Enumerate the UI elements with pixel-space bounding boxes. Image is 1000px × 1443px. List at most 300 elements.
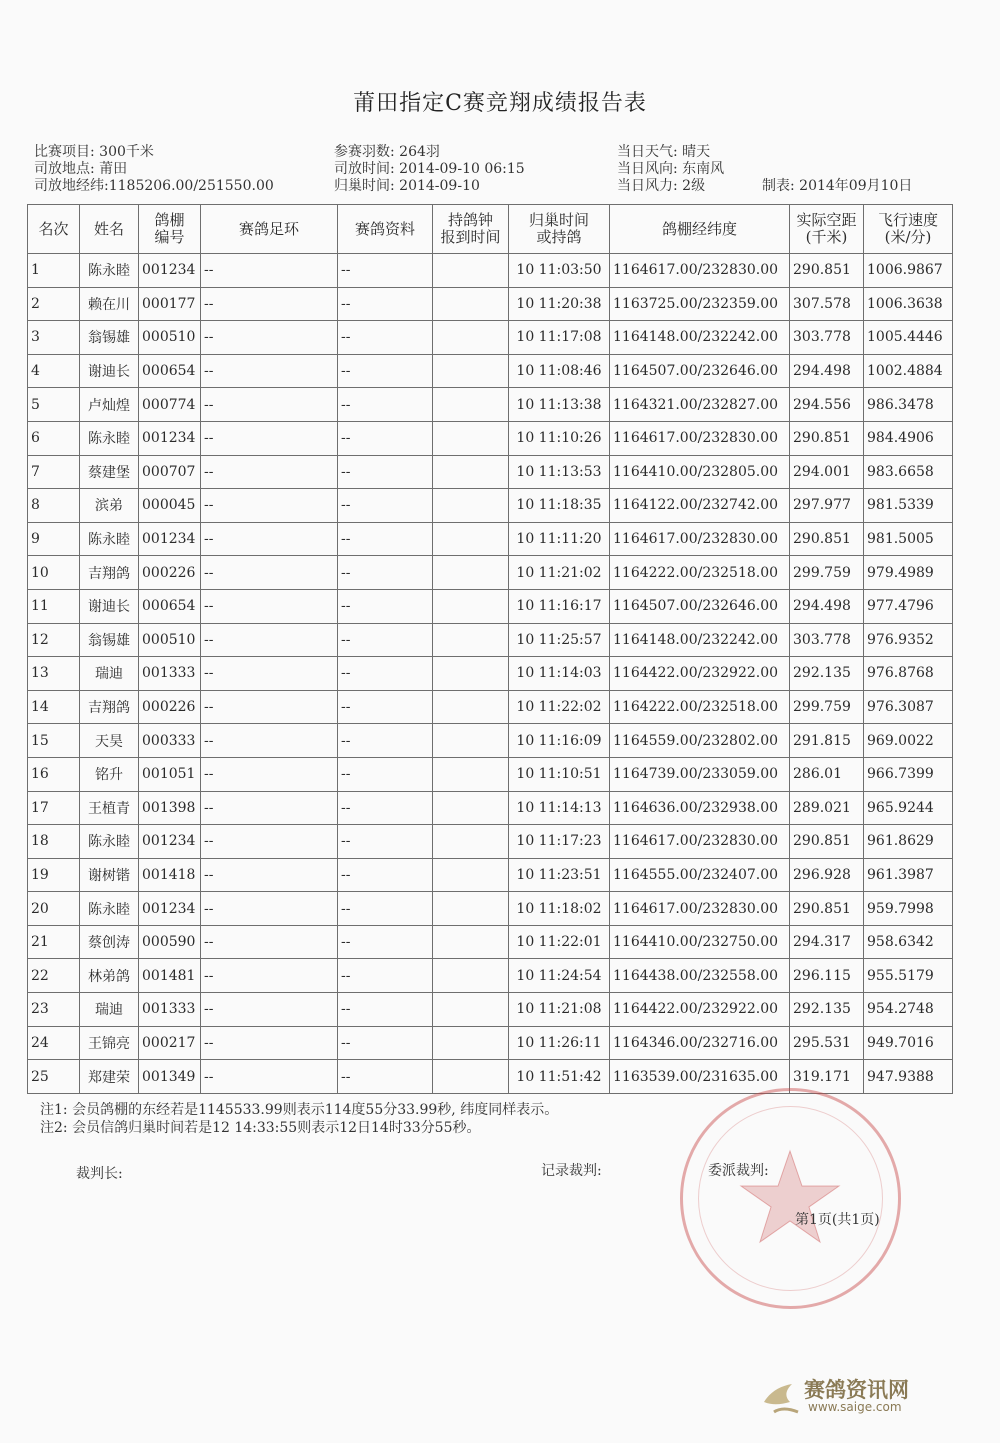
cell-loft-id: 001234 (139, 825, 201, 859)
column-header-line: 持鸽钟 (447, 211, 493, 229)
cell-return-time: 10 11:17:23 (509, 825, 610, 859)
cell-coords: 1164507.00/232646.00 (610, 589, 790, 623)
cell-clock-time (433, 757, 509, 791)
cell-speed: 966.7399 (864, 757, 953, 791)
cell-info: -- (338, 791, 433, 825)
column-header-line: (千米) (805, 228, 848, 246)
cell-distance: 319.171 (790, 1060, 864, 1094)
cell-ring: -- (201, 925, 338, 959)
meta-mid-block (334, 144, 525, 195)
assigned-judge-label: 委派裁判: (708, 1163, 769, 1179)
cell-distance: 294.317 (790, 925, 864, 959)
cell-rank: 20 (28, 892, 80, 926)
cell-ring: -- (201, 455, 338, 489)
cell-distance: 303.778 (790, 321, 864, 355)
report-title: 莆田指定C赛竞翔成绩报告表 (353, 91, 647, 116)
cell-clock-time (433, 623, 509, 657)
official-seal (680, 1088, 901, 1309)
cell-name: 瑞迪 (80, 993, 139, 1027)
table-row (28, 892, 953, 926)
cell-ring: -- (201, 724, 338, 758)
table-row (28, 1026, 953, 1060)
cell-speed: 961.3987 (864, 858, 953, 892)
cell-ring: -- (201, 354, 338, 388)
meta-entry-count: 参赛羽数: 264羽 (334, 144, 440, 160)
table-row (28, 522, 953, 556)
cell-name: 翁锡雄 (80, 321, 139, 355)
cell-ring: -- (201, 489, 338, 523)
table-row (28, 925, 953, 959)
meta-weather: 当日天气: 晴天 (617, 144, 711, 160)
table-row (28, 690, 953, 724)
cell-speed: 1005.4446 (864, 321, 953, 355)
cell-return-time: 10 11:11:20 (509, 522, 610, 556)
cell-coords: 1164617.00/232830.00 (610, 825, 790, 859)
cell-coords: 1164148.00/232242.00 (610, 321, 790, 355)
cell-coords: 1164410.00/232750.00 (610, 925, 790, 959)
column-header (864, 205, 953, 254)
cell-coords: 1164222.00/232518.00 (610, 556, 790, 590)
column-header-line: 赛鸽足环 (238, 219, 299, 238)
cell-loft-id: 001418 (139, 858, 201, 892)
cell-ring: -- (201, 589, 338, 623)
cell-coords: 1164507.00/232646.00 (610, 354, 790, 388)
cell-loft-id: 000510 (139, 623, 201, 657)
cell-info: -- (338, 892, 433, 926)
cell-loft-id: 000045 (139, 489, 201, 523)
cell-info: -- (338, 489, 433, 523)
cell-ring: -- (201, 321, 338, 355)
cell-loft-id: 000774 (139, 388, 201, 422)
cell-coords: 1164438.00/232558.00 (610, 959, 790, 993)
cell-return-time: 10 11:10:26 (509, 421, 610, 455)
cell-info: -- (338, 757, 433, 791)
cell-clock-time (433, 825, 509, 859)
cell-speed: 986.3478 (864, 388, 953, 422)
cell-rank: 9 (28, 522, 80, 556)
table-row (28, 321, 953, 355)
cell-name: 吉翔鸽 (80, 556, 139, 590)
table-row (28, 254, 953, 288)
cell-speed: 965.9244 (864, 791, 953, 825)
cell-coords: 1164346.00/232716.00 (610, 1026, 790, 1060)
cell-info: -- (338, 690, 433, 724)
cell-coords: 1164617.00/232830.00 (610, 421, 790, 455)
cell-distance: 291.815 (790, 724, 864, 758)
cell-clock-time (433, 455, 509, 489)
cell-distance: 290.851 (790, 892, 864, 926)
cell-ring: -- (201, 825, 338, 859)
meta-left-block (34, 144, 274, 195)
table-row (28, 858, 953, 892)
column-header-line: 或持鸽 (536, 228, 582, 246)
cell-return-time: 10 11:21:08 (509, 993, 610, 1027)
cell-rank: 24 (28, 1026, 80, 1060)
cell-name: 蔡建堡 (80, 455, 139, 489)
cell-rank: 14 (28, 690, 80, 724)
cell-name: 林弟鸽 (80, 959, 139, 993)
cell-ring: -- (201, 421, 338, 455)
cell-clock-time (433, 791, 509, 825)
cell-coords: 1164559.00/232802.00 (610, 724, 790, 758)
cell-clock-time (433, 993, 509, 1027)
cell-rank: 15 (28, 724, 80, 758)
cell-distance: 289.021 (790, 791, 864, 825)
cell-info: -- (338, 254, 433, 288)
cell-return-time: 10 11:25:57 (509, 623, 610, 657)
watermark-text: 赛鸽资讯网 (804, 1378, 909, 1402)
table-row (28, 556, 953, 590)
cell-rank: 16 (28, 757, 80, 791)
cell-name: 天昊 (80, 724, 139, 758)
cell-rank: 18 (28, 825, 80, 859)
cell-speed: 954.2748 (864, 993, 953, 1027)
cell-coords: 1164422.00/232922.00 (610, 657, 790, 691)
cell-speed: 959.7998 (864, 892, 953, 926)
cell-name: 陈永睦 (80, 522, 139, 556)
cell-clock-time (433, 556, 509, 590)
cell-ring: -- (201, 791, 338, 825)
table-header-row (28, 205, 953, 254)
cell-name: 铭升 (80, 757, 139, 791)
cell-ring: -- (201, 254, 338, 288)
cell-speed: 977.4796 (864, 589, 953, 623)
cell-return-time: 10 11:14:03 (509, 657, 610, 691)
cell-distance: 307.578 (790, 287, 864, 321)
cell-rank: 6 (28, 421, 80, 455)
seal-star-icon (683, 1091, 898, 1306)
cell-info: -- (338, 522, 433, 556)
cell-info: -- (338, 388, 433, 422)
cell-speed: 976.8768 (864, 657, 953, 691)
cell-distance: 295.531 (790, 1026, 864, 1060)
cell-speed: 955.5179 (864, 959, 953, 993)
cell-ring: -- (201, 858, 338, 892)
column-header-line: 报到时间 (440, 228, 501, 246)
cell-rank: 3 (28, 321, 80, 355)
cell-clock-time (433, 724, 509, 758)
cell-name: 王锦亮 (80, 1026, 139, 1060)
cell-distance: 296.928 (790, 858, 864, 892)
cell-info: -- (338, 1026, 433, 1060)
chief-judge-label: 裁判长: (76, 1166, 123, 1182)
column-header-line: 赛鸽资料 (354, 219, 415, 238)
column-header-line: 姓名 (93, 219, 124, 238)
table-row (28, 421, 953, 455)
cell-name: 谢树锴 (80, 858, 139, 892)
cell-ring: -- (201, 388, 338, 422)
column-header (28, 205, 80, 254)
record-judge-label: 记录裁判: (541, 1163, 602, 1179)
cell-coords: 1163725.00/232359.00 (610, 287, 790, 321)
column-header-line: (米/分) (884, 228, 932, 246)
cell-clock-time (433, 254, 509, 288)
column-header (610, 205, 790, 254)
cell-info: -- (338, 354, 433, 388)
cell-coords: 1164617.00/232830.00 (610, 522, 790, 556)
cell-info: -- (338, 321, 433, 355)
cell-loft-id: 001051 (139, 757, 201, 791)
cell-coords: 1164636.00/232938.00 (610, 791, 790, 825)
cell-name: 瑞迪 (80, 657, 139, 691)
column-header-line: 归巢时间 (528, 211, 589, 229)
meta-wind-force: 当日风力: 2级 (617, 178, 706, 194)
cell-return-time: 10 11:24:54 (509, 959, 610, 993)
table-row (28, 589, 953, 623)
cell-name: 陈永睦 (80, 421, 139, 455)
cell-info: -- (338, 623, 433, 657)
column-header (509, 205, 610, 254)
meta-wind-direction: 当日风向: 东南风 (617, 161, 725, 177)
cell-clock-time (433, 589, 509, 623)
cell-distance: 290.851 (790, 522, 864, 556)
cell-clock-time (433, 321, 509, 355)
cell-return-time: 10 11:20:38 (509, 287, 610, 321)
cell-info: -- (338, 421, 433, 455)
cell-speed: 983.6658 (864, 455, 953, 489)
cell-loft-id: 000654 (139, 589, 201, 623)
pigeon-logo-icon (760, 1372, 804, 1418)
cell-distance: 294.001 (790, 455, 864, 489)
cell-clock-time (433, 892, 509, 926)
cell-distance: 303.778 (790, 623, 864, 657)
cell-loft-id: 001234 (139, 522, 201, 556)
cell-distance: 299.759 (790, 690, 864, 724)
cell-loft-id: 001234 (139, 254, 201, 288)
table-row (28, 455, 953, 489)
table-row (28, 623, 953, 657)
cell-loft-id: 000654 (139, 354, 201, 388)
cell-ring: -- (201, 757, 338, 791)
cell-distance: 294.556 (790, 388, 864, 422)
cell-ring: -- (201, 657, 338, 691)
cell-rank: 10 (28, 556, 80, 590)
column-header-line: 鸽棚经纬度 (661, 219, 737, 238)
meta-return-date: 归巢时间: 2014-09-10 (334, 178, 480, 194)
cell-ring: -- (201, 959, 338, 993)
cell-name: 郑建荣 (80, 1060, 139, 1094)
table-row (28, 993, 953, 1027)
cell-coords: 1164222.00/232518.00 (610, 690, 790, 724)
cell-return-time: 10 11:18:35 (509, 489, 610, 523)
meta-release-place: 司放地点: 莆田 (34, 161, 128, 177)
cell-clock-time (433, 354, 509, 388)
cell-coords: 1164617.00/232830.00 (610, 892, 790, 926)
meta-right-block (617, 144, 724, 195)
cell-return-time: 10 11:13:53 (509, 455, 610, 489)
cell-coords: 1164148.00/232242.00 (610, 623, 790, 657)
cell-speed: 981.5339 (864, 489, 953, 523)
cell-loft-id: 000590 (139, 925, 201, 959)
cell-speed: 961.8629 (864, 825, 953, 859)
cell-rank: 1 (28, 254, 80, 288)
cell-speed: 1006.9867 (864, 254, 953, 288)
cell-clock-time (433, 925, 509, 959)
cell-distance: 290.851 (790, 254, 864, 288)
cell-rank: 2 (28, 287, 80, 321)
cell-info: -- (338, 589, 433, 623)
cell-clock-time (433, 959, 509, 993)
cell-info: -- (338, 657, 433, 691)
cell-speed: 949.7016 (864, 1026, 953, 1060)
cell-loft-id: 001398 (139, 791, 201, 825)
table-row (28, 724, 953, 758)
cell-rank: 4 (28, 354, 80, 388)
table-row (28, 287, 953, 321)
cell-return-time: 10 11:16:17 (509, 589, 610, 623)
cell-distance: 294.498 (790, 354, 864, 388)
column-header (80, 205, 139, 254)
page-info: 第1页(共1页) (795, 1212, 880, 1228)
cell-return-time: 10 11:26:11 (509, 1026, 610, 1060)
cell-speed: 947.9388 (864, 1060, 953, 1094)
cell-info: -- (338, 724, 433, 758)
cell-speed: 1006.3638 (864, 287, 953, 321)
cell-speed: 981.5005 (864, 522, 953, 556)
cell-info: -- (338, 858, 433, 892)
cell-loft-id: 001333 (139, 657, 201, 691)
cell-clock-time (433, 287, 509, 321)
cell-clock-time (433, 421, 509, 455)
cell-loft-id: 000707 (139, 455, 201, 489)
cell-coords: 1164122.00/232742.00 (610, 489, 790, 523)
cell-return-time: 10 11:10:51 (509, 757, 610, 791)
watermark-url: www.saige.com (808, 1400, 902, 1414)
cell-name: 陈永睦 (80, 825, 139, 859)
cell-return-time: 10 11:14:13 (509, 791, 610, 825)
table-row (28, 1060, 953, 1094)
cell-distance: 286.01 (790, 757, 864, 791)
cell-distance: 292.135 (790, 993, 864, 1027)
cell-ring: -- (201, 690, 338, 724)
table-body (28, 254, 953, 1094)
table-row (28, 354, 953, 388)
cell-return-time: 10 11:21:02 (509, 556, 610, 590)
cell-info: -- (338, 993, 433, 1027)
cell-clock-time (433, 858, 509, 892)
cell-info: -- (338, 825, 433, 859)
cell-rank: 13 (28, 657, 80, 691)
cell-info: -- (338, 287, 433, 321)
cell-distance: 299.759 (790, 556, 864, 590)
cell-name: 陈永睦 (80, 892, 139, 926)
cell-rank: 21 (28, 925, 80, 959)
cell-loft-id: 000177 (139, 287, 201, 321)
column-header (790, 205, 864, 254)
cell-clock-time (433, 657, 509, 691)
cell-speed: 979.4989 (864, 556, 953, 590)
note-2: 注2: 会员信鸽归巢时间若是12 14:33:55则表示12日14时33分55秒。 (40, 1120, 481, 1136)
cell-loft-id: 000226 (139, 556, 201, 590)
column-header-line: 鸽棚 (154, 211, 185, 229)
meta-release-coords: 司放地经纬:1185206.00/251550.00 (34, 178, 274, 194)
column-header-line: 名次 (38, 219, 69, 238)
cell-info: -- (338, 925, 433, 959)
meta-release-time: 司放时间: 2014-09-10 06:15 (334, 161, 525, 177)
cell-distance: 297.977 (790, 489, 864, 523)
cell-return-time: 10 11:22:01 (509, 925, 610, 959)
cell-distance: 290.851 (790, 825, 864, 859)
cell-name: 赖在川 (80, 287, 139, 321)
cell-return-time: 10 11:51:42 (509, 1060, 610, 1094)
cell-ring: -- (201, 1060, 338, 1094)
column-header-line: 编号 (154, 228, 185, 246)
cell-name: 翁锡雄 (80, 623, 139, 657)
cell-coords: 1164410.00/232805.00 (610, 455, 790, 489)
cell-speed: 984.4906 (864, 421, 953, 455)
cell-speed: 958.6342 (864, 925, 953, 959)
cell-loft-id: 001234 (139, 421, 201, 455)
cell-loft-id: 001333 (139, 993, 201, 1027)
cell-return-time: 10 11:18:02 (509, 892, 610, 926)
table-row (28, 825, 953, 859)
cell-rank: 7 (28, 455, 80, 489)
cell-return-time: 10 11:17:08 (509, 321, 610, 355)
cell-rank: 17 (28, 791, 80, 825)
cell-loft-id: 001349 (139, 1060, 201, 1094)
cell-ring: -- (201, 287, 338, 321)
watermark (760, 1372, 960, 1422)
cell-loft-id: 000510 (139, 321, 201, 355)
cell-ring: -- (201, 623, 338, 657)
cell-return-time: 10 11:03:50 (509, 254, 610, 288)
cell-speed: 976.3087 (864, 690, 953, 724)
cell-ring: -- (201, 892, 338, 926)
column-header-line: 飞行速度 (877, 211, 938, 229)
cell-speed: 1002.4884 (864, 354, 953, 388)
cell-clock-time (433, 690, 509, 724)
cell-loft-id: 001481 (139, 959, 201, 993)
cell-coords: 1164422.00/232922.00 (610, 993, 790, 1027)
table-row (28, 959, 953, 993)
cell-name: 谢迪长 (80, 354, 139, 388)
cell-clock-time (433, 1060, 509, 1094)
cell-rank: 23 (28, 993, 80, 1027)
cell-name: 陈永睦 (80, 254, 139, 288)
cell-distance: 296.115 (790, 959, 864, 993)
cell-distance: 292.135 (790, 657, 864, 691)
column-header (201, 205, 338, 254)
cell-return-time: 10 11:13:38 (509, 388, 610, 422)
meta-made-date: 制表: 2014年09月10日 (762, 178, 913, 194)
table-row (28, 757, 953, 791)
cell-return-time: 10 11:23:51 (509, 858, 610, 892)
results-table (27, 204, 953, 1094)
column-header (139, 205, 201, 254)
cell-return-time: 10 11:22:02 (509, 690, 610, 724)
table-row (28, 657, 953, 691)
cell-clock-time (433, 1026, 509, 1060)
cell-clock-time (433, 489, 509, 523)
cell-name: 滨弟 (80, 489, 139, 523)
table-row (28, 791, 953, 825)
table-row (28, 489, 953, 523)
cell-return-time: 10 11:08:46 (509, 354, 610, 388)
cell-coords: 1164617.00/232830.00 (610, 254, 790, 288)
cell-rank: 19 (28, 858, 80, 892)
column-header (433, 205, 509, 254)
cell-return-time: 10 11:16:09 (509, 724, 610, 758)
cell-rank: 22 (28, 959, 80, 993)
cell-info: -- (338, 455, 433, 489)
cell-loft-id: 000217 (139, 1026, 201, 1060)
cell-rank: 8 (28, 489, 80, 523)
cell-distance: 290.851 (790, 421, 864, 455)
cell-name: 蔡创涛 (80, 925, 139, 959)
cell-speed: 976.9352 (864, 623, 953, 657)
cell-clock-time (433, 522, 509, 556)
cell-coords: 1164321.00/232827.00 (610, 388, 790, 422)
